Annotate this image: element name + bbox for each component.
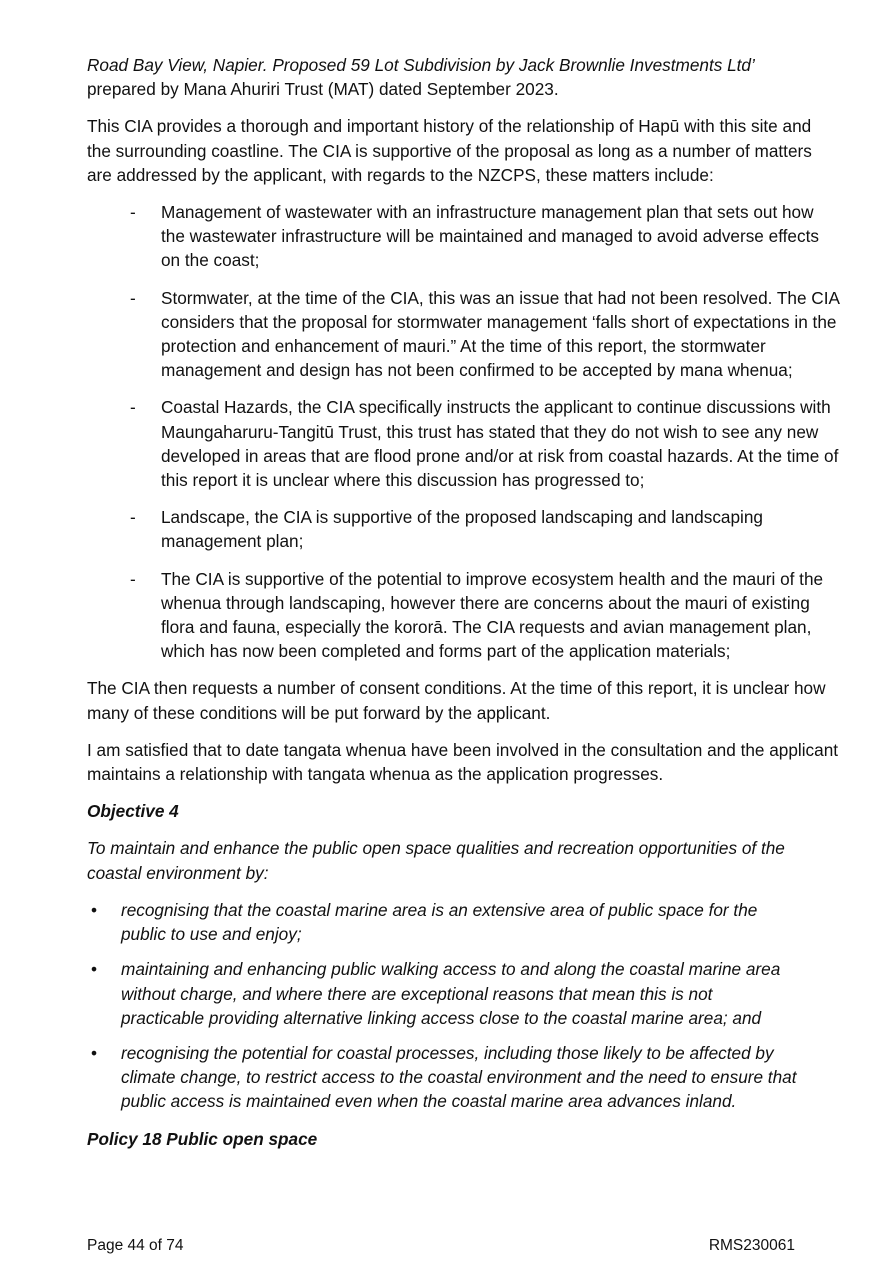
list-item-text: recognising the potential for coastal processes, including those likely to be affected by climate change, to restrict access to the coastal environment and the need to ensure that public access is maintained even when the coastal marine area advances inland. bbox=[121, 1042, 797, 1112]
list-item bbox=[87, 286, 839, 383]
list-item bbox=[87, 898, 839, 946]
intro-title-line: Road Bay View, Napier. Proposed 59 Lot Subdivision by Jack Brownlie Investments Ltd’ bbox=[87, 55, 755, 75]
list-item bbox=[87, 505, 839, 553]
list-item-text: The CIA is supportive of the potential to improve ecosystem health and the mauri of the whenua through landscaping, however there are concerns about the mauri of existing flora and fauna, especially the kororā. The CIA requests and avian management plan, which has now been completed and forms part of the application materials; bbox=[161, 568, 824, 662]
intro-prepared-line: prepared by Mana Ahuriri Trust (MAT) dated September 2023. bbox=[87, 79, 559, 100]
list-item-text: Stormwater, at the time of the CIA, this was an issue that had not been resolved. The CIA considers that the proposal for stormwater management ‘falls short of expectations in the protection and enhancement of mauri.” At the time of this report, the stormwater management and design has not been confirmed to be accepted by mana whenua; bbox=[161, 287, 839, 381]
consent-conditions-paragraph: The CIA then requests a number of consent conditions. At the time of this report, it is unclear how many of these conditions will be put forward by the applicant. bbox=[87, 678, 826, 723]
policy-heading: Policy 18 Public open space bbox=[87, 1128, 318, 1149]
dash-marker: - bbox=[130, 202, 136, 223]
objective-heading: Objective 4 bbox=[87, 801, 179, 822]
page-number: Page 44 of 74 bbox=[87, 1237, 184, 1254]
tangata-whenua-paragraph: I am satisfied that to date tangata whenua have been involved in the consultation and the applicant maintains a relationship with tangata whenua as the application progresses. bbox=[87, 739, 839, 785]
list-item bbox=[87, 200, 839, 273]
list-item bbox=[87, 567, 839, 664]
list-item-text: recognising that the coastal marine area is an extensive area of public space for the public to use and enjoy; bbox=[121, 899, 758, 945]
objective-text: To maintain and enhance the public open space qualities and recreation opportunities of the coastal environment by: bbox=[87, 838, 785, 883]
cia-summary-paragraph: This CIA provides a thorough and important history of the relationship of Hapū with this site and the surrounding coastline. The CIA is supportive of the proposal as long as a number of matters are addressed by the applicant, with regards to the NZCPS, these matters include: bbox=[87, 116, 812, 185]
list-item-text: Landscape, the CIA is supportive of the proposed landscaping and landscaping management plan; bbox=[161, 507, 763, 552]
list-item-text: Management of wastewater with an infrastructure management plan that sets out how the wastewater infrastructure will be maintained and managed to avoid adverse effects on the coast; bbox=[161, 202, 819, 271]
list-item bbox=[87, 1041, 839, 1114]
document-reference: RMS230061 bbox=[708, 1237, 795, 1254]
dash-marker: - bbox=[130, 287, 136, 308]
bullet-marker: • bbox=[91, 1042, 98, 1063]
list-item bbox=[87, 395, 839, 492]
dash-marker: - bbox=[130, 568, 136, 589]
list-item-text: Coastal Hazards, the CIA specifically instructs the applicant to continue discussions with Maungaharuru-Tangitū Trust, this trust has stated that they do not wish to see any new developed in areas that are flood prone and/or at risk from coastal hazards. At the time of this report it is unclear where this discussion has progressed to; bbox=[161, 397, 839, 491]
bullet-marker: • bbox=[91, 899, 98, 920]
list-item bbox=[87, 957, 839, 1030]
dash-marker: - bbox=[130, 507, 136, 528]
objective-bullet-list bbox=[87, 898, 839, 1114]
matters-list bbox=[87, 200, 839, 663]
document-page bbox=[87, 53, 839, 1164]
bullet-marker: • bbox=[91, 959, 98, 980]
list-item-text: maintaining and enhancing public walking access to and along the coastal marine area without charge, and where there are exceptional reasons that mean this is not practicable providing alternative linking access close to the coastal marine area; and bbox=[121, 959, 781, 1028]
dash-marker: - bbox=[130, 397, 136, 418]
page-footer bbox=[87, 1237, 795, 1255]
intro-paragraph bbox=[87, 53, 839, 101]
